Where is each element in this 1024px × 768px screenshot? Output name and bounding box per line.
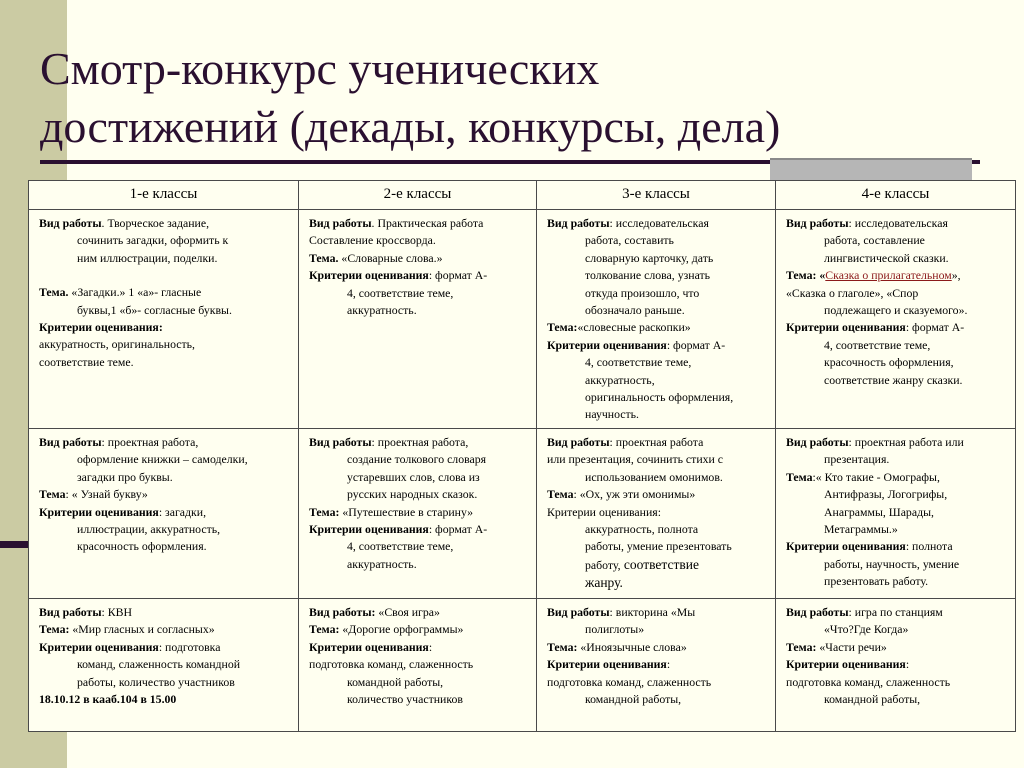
table-row — [29, 210, 1016, 429]
header-grade-2: 2-е классы — [299, 181, 537, 210]
header-row — [29, 181, 1016, 210]
cell-row2-grade4: Вид работы: проектная работа или презентация. Тема:« Кто такие - Омографы, Антифразы, Логогрифы, Анаграммы, Шарады, Метаграммы.» Критерии оценивания: полнота работы, научность, умение презентовать работу. — [776, 428, 1016, 598]
title-line-1: Смотр-конкурс ученических — [40, 43, 600, 94]
cell-row2-grade2: Вид работы: проектная работа, создание толкового словаря устаревших слов, слова из русских народных сказок. Тема: «Путешествие в старину» Критерии оценивания: формат А- 4, соответствие теме, аккуратность. — [299, 428, 537, 598]
cell-row3-grade3: Вид работы: викторина «Мы полиглоты» Тема: «Иноязычные слова» Критерии оценивания: подготовка команд, слаженность командной работы, — [537, 598, 776, 731]
header-grade-3: 3-е классы — [537, 181, 776, 210]
cell-row1-grade1: Вид работы. Творческое задание, сочинить загадки, оформить к ним иллюстрации, поделки. Тема. «Загадки.» 1 «а»- гласные буквы,1 «б»- согласные буквы. Критерии оценивания: аккуратность, оригинальность, соответствие теме. — [29, 210, 299, 429]
cell-row2-grade3: Вид работы: проектная работа или презентация, сочинить стихи с использованием омонимов. Тема: «Ох, уж эти омонимы» Критерии оценивания: аккуратность, полнота работы, умение презентовать работу, соответствие жанру. — [537, 428, 776, 598]
title-line-2: достижений (декады, конкурсы, дела) — [40, 101, 781, 152]
grey-decor-block — [770, 158, 972, 180]
table-row — [29, 598, 1016, 731]
cell-row3-grade4: Вид работы: игра по станциям «Что?Где Когда» Тема: «Части речи» Критерии оценивания: подготовка команд, слаженность командной работы, — [776, 598, 1016, 731]
cell-row1-grade2: Вид работы. Практическая работа Составление кроссворда. Тема. «Словарные слова.» Критерии оценивания: формат А- 4, соответствие теме, аккуратность. — [299, 210, 537, 429]
cell-row2-grade1: Вид работы: проектная работа, оформление книжки – самоделки, загадки про буквы. Тема: « Узнай букву» Критерии оценивания: загадки, иллюстрации, аккуратность, красочность оформления. — [29, 428, 299, 598]
table-row — [29, 428, 1016, 598]
header-grade-4: 4-е классы — [776, 181, 1016, 210]
cell-row1-grade4: Вид работы: исследовательская работа, составление лингвистической сказки. Тема: «Сказка о прилагательном», «Сказка о глаголе», «Спор подлежащего и сказуемого». Критерии оценивания: формат А- 4, соответствие теме, красочность оформления, соответствие жанру сказки. — [776, 210, 1016, 429]
cell-row1-grade3: Вид работы: исследовательская работа, составить словарную карточку, дать толкование слова, узнать откуда произошло, что обозначало раньше. Тема:«словесные раскопки» Критерии оценивания: формат А- 4, соответствие теме, аккуратность, оригинальность оформления, научность. — [537, 210, 776, 429]
competitions-table — [28, 180, 1016, 732]
cell-row3-grade1: Вид работы: КВН Тема: «Мир гласных и согласных» Критерии оценивания: подготовка команд, слаженность командной работы, количество участников 18.10.12 в кааб.104 в 15.00 — [29, 598, 299, 731]
header-grade-1: 1-е классы — [29, 181, 299, 210]
fairy-tale-link[interactable]: Сказка о прилагательном — [825, 268, 952, 283]
cell-row3-grade2: Вид работы: «Своя игра» Тема: «Дорогие орфограммы» Критерии оценивания: подготовка команд, слаженность командной работы, количество участников — [299, 598, 537, 731]
slide-title — [40, 40, 940, 156]
